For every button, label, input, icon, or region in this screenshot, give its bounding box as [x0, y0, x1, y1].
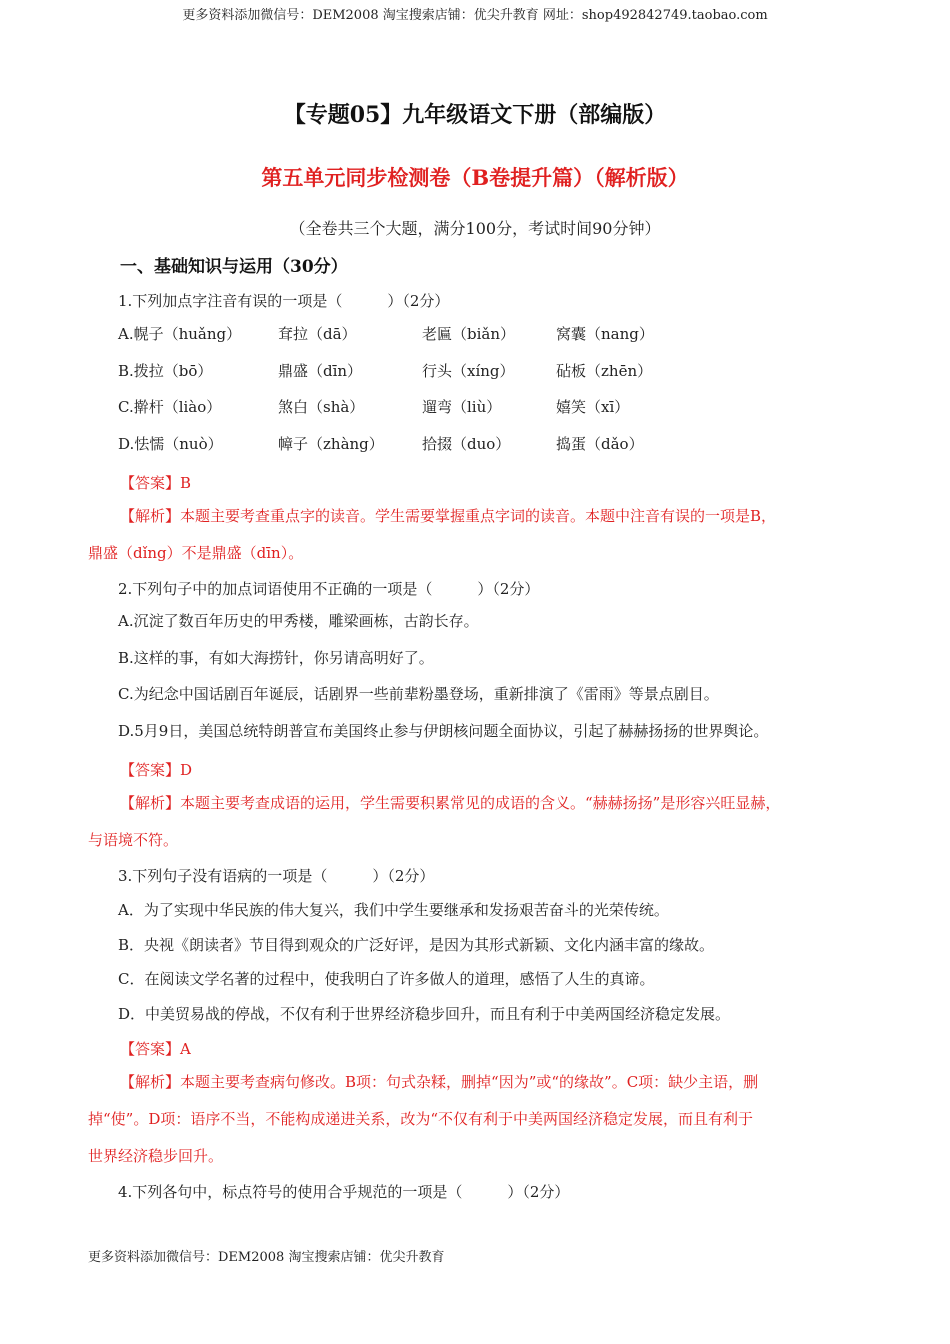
- q1-explanation-line-1: 【解析】本题主要考查重点字的读音。学生需要掌握重点字词的读音。本题中注音有误的一项是B，: [120, 507, 777, 525]
- q1-option-d-2: 幛子（zhàng）: [278, 435, 384, 453]
- q2-option-a: A.沉淀了数百年历史的甲秀楼，雕梁画栋，古韵长存。: [118, 612, 479, 630]
- exam-note: （全卷共三个大题，满分100分，考试时间90分钟）: [289, 219, 661, 238]
- q2-option-d: D.5月9日，美国总统特朗普宣布美国终止参与伊朗核问题全面协议，引起了赫赫扬扬的世界舆论。: [118, 722, 769, 740]
- q1-option-c-2: 煞白（shà）: [278, 398, 365, 416]
- page-subtitle: 第五单元同步检测卷（B卷提升篇）（解析版）: [261, 165, 689, 190]
- q3-answer: 【答案】A: [120, 1040, 191, 1058]
- q1-option-b-2: 鼎盛（dīn）: [278, 362, 363, 380]
- question-2-stem: 2.下列句子中的加点词语使用不正确的一项是（ ）（2分）: [118, 580, 540, 598]
- q3-explanation-line-2: 掉“使”。D项：语序不当，不能构成递进关系，改为“不仅有利于中美两国经济稳定发展，而且有利于: [88, 1110, 754, 1128]
- q1-option-d-1: D.怯懦（nuò）: [118, 435, 223, 453]
- q3-option-d: D．中美贸易战的停战，不仅有利于世界经济稳步回升，而且有利于中美两国经济稳定发展。: [118, 1005, 731, 1023]
- q3-option-c: C．在阅读文学名著的过程中，使我明白了许多做人的道理，感悟了人生的真谛。: [118, 970, 655, 988]
- q1-option-d-4: 捣蛋（dǎo）: [556, 435, 644, 453]
- q1-option-d-3: 拾掇（duo）: [422, 435, 511, 453]
- q3-explanation-line-1: 【解析】本题主要考查病句修改。B项：句式杂糅，删掉“因为”或“的缘故”。C项：缺少主语，删: [120, 1073, 759, 1091]
- q3-explanation-line-3: 世界经济稳步回升。: [88, 1147, 224, 1165]
- q1-explanation-line-2: 鼎盛（dǐng）不是鼎盛（dīn）。: [88, 544, 304, 562]
- q3-option-a: A．为了实现中华民族的伟大复兴，我们中学生要继承和发扬艰苦奋斗的光荣传统。: [118, 901, 669, 919]
- q2-explanation-line-2: 与语境不符。: [88, 831, 179, 849]
- q1-option-b-4: 砧板（zhēn）: [556, 362, 653, 380]
- q1-option-b-1: B.拨拉（bō）: [118, 362, 213, 380]
- q1-option-c-4: 嬉笑（xī）: [556, 398, 630, 416]
- q1-explanation: [88, 498, 868, 572]
- q2-explanation-line-1: 【解析】本题主要考查成语的运用，学生需要积累常见的成语的含义。“赫赫扬扬”是形容兴旺显赫，: [120, 794, 781, 812]
- q1-option-a-1: A.幌子（huǎng）: [118, 325, 242, 343]
- q1-option-a-3: 老匾（biǎn）: [422, 325, 516, 343]
- question-3-stem: 3.下列句子没有语病的一项是（ ）（2分）: [118, 867, 435, 885]
- page-header: 更多资料添加微信号：DEM2008 淘宝搜索店铺：优尖升教育 网址：shop492842749.taobao.com: [182, 8, 768, 23]
- q1-option-c-1: C.擀杆（liào）: [118, 398, 222, 416]
- q1-option-b-3: 行头（xíng）: [422, 362, 515, 380]
- question-4-stem: 4.下列各句中，标点符号的使用合乎规范的一项是（ ）（2分）: [118, 1183, 570, 1201]
- q2-option-c: C.为纪念中国话剧百年诞辰，话剧界一些前辈粉墨登场，重新排演了《雷雨》等景点剧目。: [118, 685, 719, 703]
- q1-option-a-2: 耷拉（dā）: [278, 325, 357, 343]
- q3-option-b: B．央视《朗读者》节目得到观众的广泛好评，是因为其形式新颖、文化内涵丰富的缘故。: [118, 936, 715, 954]
- q1-answer: 【答案】B: [120, 474, 192, 492]
- q2-explanation: [88, 785, 868, 859]
- q2-option-b: B.这样的事，有如大海捞针，你另请高明好了。: [118, 649, 434, 667]
- page-footer: 更多资料添加微信号：DEM2008 淘宝搜索店铺：优尖升教育: [88, 1250, 445, 1265]
- q1-option-c-3: 遛弯（liù）: [422, 398, 502, 416]
- question-1-stem: 1.下列加点字注音有误的一项是（ ）（2分）: [118, 292, 450, 310]
- q3-explanation: [88, 1064, 868, 1175]
- page-title: 【专题05】九年级语文下册（部编版）: [283, 102, 667, 128]
- q2-answer: 【答案】D: [120, 761, 193, 779]
- q1-option-a-4: 窝囊（nang）: [556, 325, 654, 343]
- section-heading: 一、基础知识与运用（30分）: [120, 257, 348, 277]
